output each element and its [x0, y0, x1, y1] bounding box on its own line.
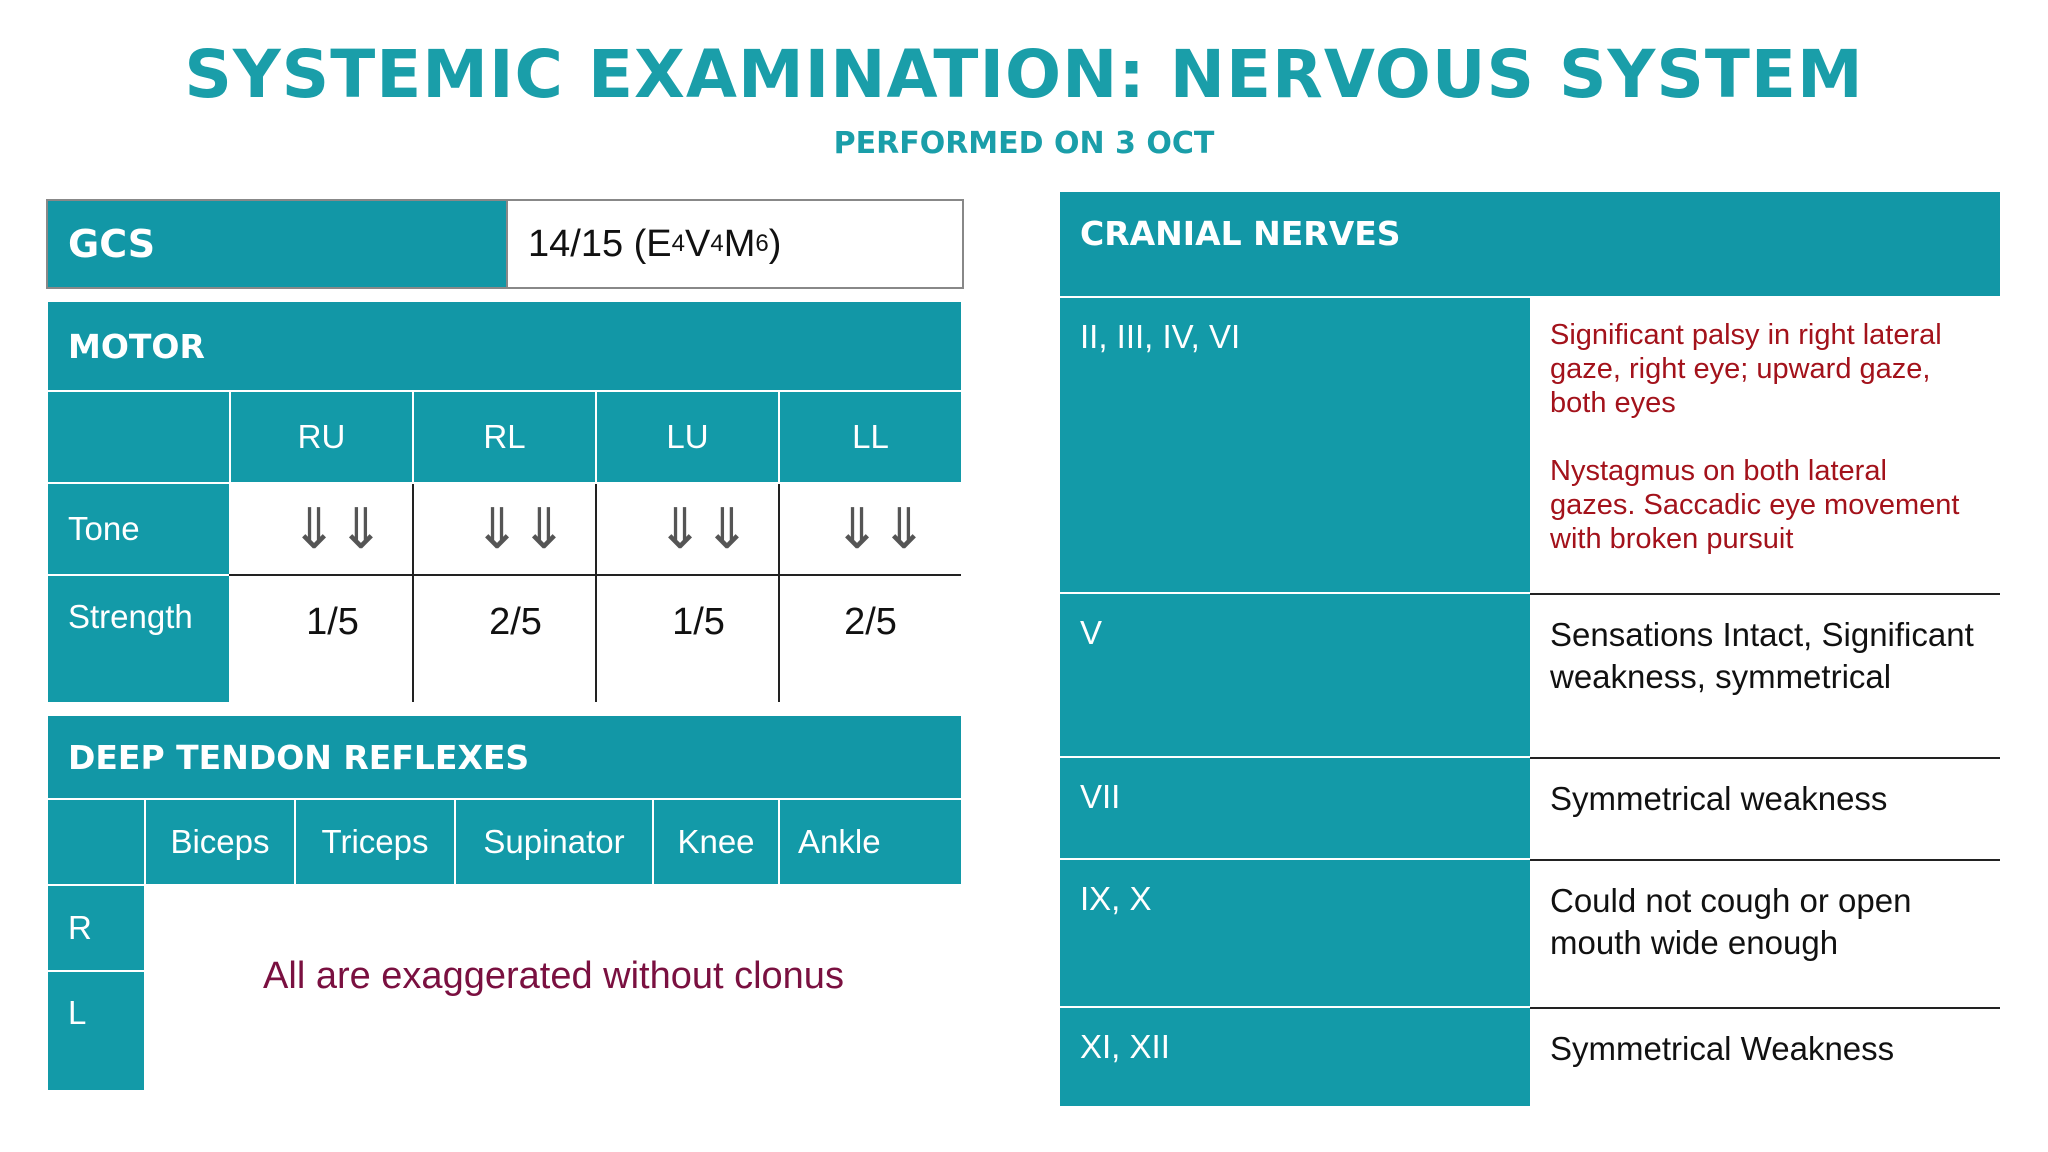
gcs-row: [46, 199, 964, 289]
gcs-label-text: GCS: [68, 222, 156, 266]
motor-col-ll: LL: [780, 392, 961, 482]
dtr-col-knee: Knee: [654, 800, 778, 884]
cranial-header: [1060, 192, 2000, 296]
cranial-row-5-nerve: XI, XII: [1060, 1008, 1530, 1106]
cranial-grid-line: [1530, 593, 2000, 595]
cranial-row-3-nerve: VII: [1060, 758, 1530, 858]
cranial-grid-line: [1530, 757, 2000, 759]
dtr-col-supinator: Supinator: [456, 800, 652, 884]
cranial-row-1-finding-2: Nystagmus on both lateral gazes. Saccadic eye movement with broken pursuit: [1550, 455, 1960, 555]
motor-header: [48, 302, 961, 390]
gcs-value: [506, 201, 962, 287]
dtr-note: All are exaggerated without clonus: [263, 955, 844, 997]
cranial-row-4-finding: Could not cough or open mouth wide enough: [1550, 882, 1912, 961]
gcs-value-main: 14/15 (E: [528, 222, 672, 265]
cranial-row-4-nerve: IX, X: [1060, 860, 1530, 1006]
tone-rl-arrow-icon: ⇓⇓: [473, 497, 568, 560]
dtr-header: [48, 716, 961, 798]
gcs-close: ): [768, 222, 782, 265]
tone-ru-arrow-icon: ⇓⇓: [290, 497, 385, 560]
motor-row-strength-label: Strength: [48, 576, 229, 702]
dtr-header-text: DEEP TENDON REFLEXES: [68, 737, 530, 777]
dtr-row-l-label: L: [48, 972, 144, 1090]
cranial-row-2-nerve: V: [1060, 594, 1530, 756]
cranial-row-1-finding-1: Significant palsy in right lateral gaze, right eye; upward gaze, both eyes: [1550, 319, 1942, 419]
tone-lu-arrow-icon: ⇓⇓: [656, 497, 751, 560]
motor-row-tone-label: Tone: [48, 484, 229, 574]
motor-col-rl: RL: [414, 392, 595, 482]
strength-lu-value: 1/5: [672, 600, 725, 643]
cranial-header-text: CRANIAL NERVES: [1080, 214, 1401, 253]
motor-corner-cell: [48, 392, 229, 482]
motor-grid-line: [778, 484, 780, 702]
cranial-row-1-finding: [1530, 298, 2000, 592]
motor-header-text: MOTOR: [68, 326, 205, 366]
gcs-m-letter: M: [723, 222, 756, 265]
tone-ll-arrow-icon: ⇓⇓: [833, 497, 928, 560]
dtr-row-r-label: R: [48, 886, 144, 970]
strength-ru-value: 1/5: [306, 600, 359, 643]
motor-grid-line: [229, 574, 961, 576]
gcs-v-letter: V: [685, 222, 711, 265]
cranial-row-1-nerve: II, III, IV, VI: [1060, 298, 1530, 592]
cranial-row-5-finding: Symmetrical Weakness: [1550, 1030, 1895, 1067]
dtr-col-ankle: Ankle: [780, 800, 961, 884]
strength-ll-value: 2/5: [844, 600, 897, 643]
motor-grid-line: [595, 484, 597, 702]
page-title: SYSTEMIC EXAMINATION: NERVOUS SYSTEM: [184, 36, 1864, 113]
gcs-label: [48, 201, 506, 287]
dtr-col-biceps: Biceps: [146, 800, 294, 884]
page-subtitle: PERFORMED ON 3 OCT: [833, 126, 1215, 161]
dtr-col-triceps: Triceps: [296, 800, 454, 884]
motor-col-lu: LU: [597, 392, 778, 482]
cranial-row-2-finding: Sensations Intact, Significant weakness, symmetrical: [1550, 616, 1974, 695]
motor-grid-line: [412, 484, 414, 702]
gcs-v-score: 4: [710, 230, 724, 257]
strength-rl-value: 2/5: [489, 600, 542, 643]
motor-col-ru: RU: [231, 392, 412, 482]
cranial-grid-line: [1530, 859, 2000, 861]
cranial-row-3-finding: Symmetrical weakness: [1550, 780, 1888, 817]
cranial-grid-line: [1530, 1007, 2000, 1009]
gcs-m-score: 6: [755, 230, 769, 257]
dtr-corner-cell: [48, 800, 144, 884]
gcs-e-score: 4: [671, 230, 686, 257]
